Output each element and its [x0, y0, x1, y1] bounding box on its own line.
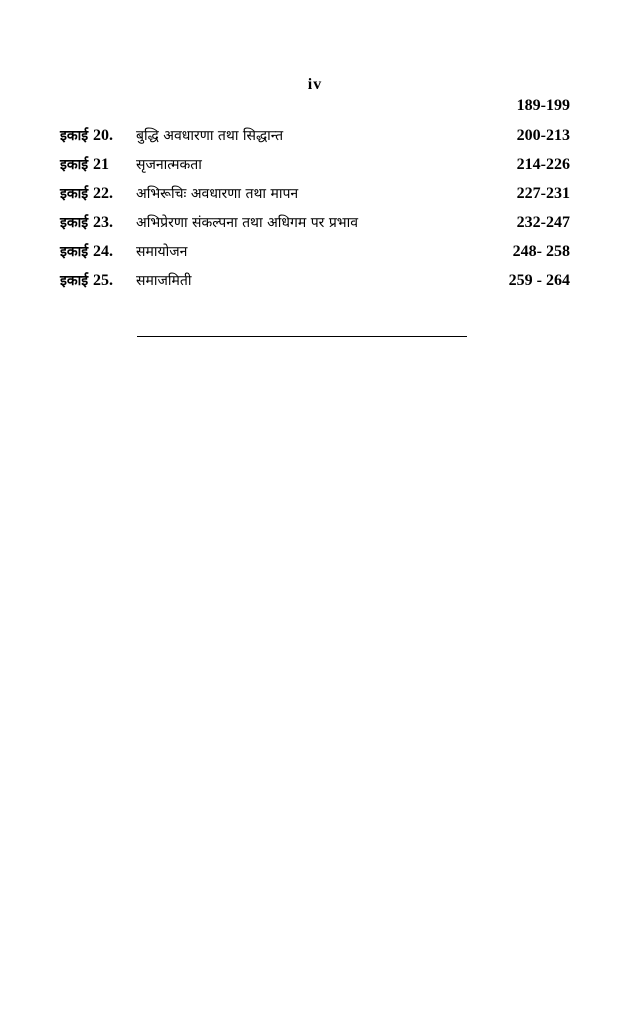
- unit-word: इकाई: [60, 128, 89, 144]
- page-range: 200-213: [516, 127, 570, 144]
- section-divider-line: [137, 336, 467, 337]
- table-of-contents: [60, 126, 570, 300]
- toc-row: [60, 184, 570, 213]
- unit-label: [60, 271, 113, 291]
- page-range: 214-226: [516, 156, 570, 173]
- unit-word: इकाई: [60, 157, 89, 173]
- unit-label: [60, 155, 109, 175]
- unit-label: [60, 184, 113, 204]
- unit-word: इकाई: [60, 215, 89, 231]
- unit-topic: समायोजन: [136, 244, 188, 260]
- unit-number: 24.: [93, 243, 114, 260]
- unit-number: 23.: [93, 214, 114, 231]
- unit-topic: अभिप्रेरणा संकल्पना तथा अधिगम पर प्रभाव: [136, 215, 359, 231]
- toc-row: [60, 271, 570, 300]
- unit-number: 20.: [93, 127, 114, 144]
- unit-number: 22.: [93, 185, 114, 202]
- unit-word: इकाई: [60, 273, 89, 289]
- unit-label: [60, 213, 113, 233]
- toc-row: [60, 126, 570, 155]
- unit-word: इकाई: [60, 186, 89, 202]
- page-range: 227-231: [516, 185, 570, 202]
- toc-row: [60, 155, 570, 184]
- unit-number: 21: [93, 156, 110, 173]
- unit-word: इकाई: [60, 244, 89, 260]
- page-number: iv: [307, 76, 323, 93]
- unit-label: [60, 126, 113, 146]
- toc-row: [60, 213, 570, 242]
- toc-row: [60, 242, 570, 271]
- page-range: 259 - 264: [508, 272, 570, 289]
- page-range: 248- 258: [512, 243, 570, 260]
- unit-topic: अभिरूचिः अवधारणा तथा मापन: [136, 186, 299, 202]
- unit-label: [60, 242, 113, 262]
- unit-topic: सृजनात्मकता: [136, 157, 202, 173]
- page-range: 232-247: [516, 214, 570, 231]
- unit-topic: समाजमिती: [136, 273, 192, 289]
- carry-over-page-range: 189-199: [516, 97, 570, 114]
- unit-number: 25.: [93, 272, 114, 289]
- unit-topic: बुद्धि अवधारणा तथा सिद्धान्त: [136, 128, 284, 144]
